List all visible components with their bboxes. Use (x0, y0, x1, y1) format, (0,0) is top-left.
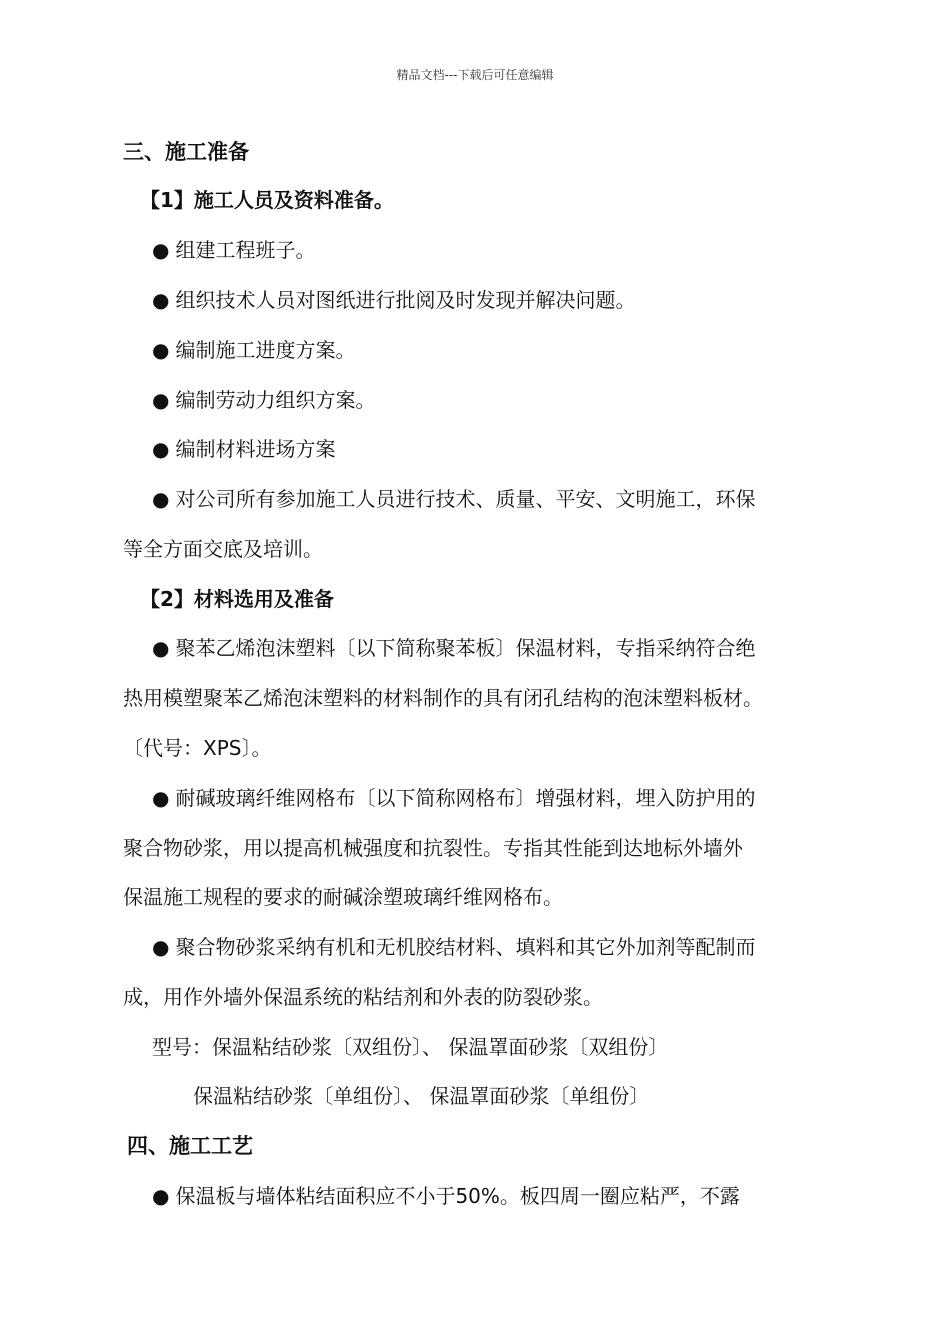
bullet-icon: ● (152, 1184, 170, 1208)
list-item (152, 387, 375, 413)
paragraph-text: 耐碱玻璃纤维网格布〔以下简称网格布〕增强材料，埋入防护用的 (175, 786, 756, 810)
bullet-icon: ● (152, 338, 170, 362)
list-item-continuation: 等全方面交底及培训。 (123, 537, 323, 561)
paragraph-line: 热用模塑聚苯乙烯泡沫塑料的材料制作的具有闭孔结构的泡沫塑料板材。 (123, 686, 763, 710)
list-item-text: 组建工程班子。 (175, 238, 316, 262)
bullet-icon: ● (152, 388, 170, 412)
list-item-text: 编制施工进度方案。 (175, 338, 356, 362)
paragraph-line (152, 785, 755, 811)
paragraph-text: 保温板与墙体粘结面积应不小于50%。板四周一圈应粘严，不露 (175, 1184, 740, 1208)
list-item-text: 对公司所有参加施工人员进行技术、质量、平安、文明施工，环保 (175, 487, 756, 511)
list-item (152, 287, 635, 313)
header-note: 精品文档---下载后可任意编辑 (396, 68, 554, 82)
list-item (152, 436, 335, 462)
paragraph-line: 〔代号：XPS〕。 (123, 736, 272, 760)
paragraph-line: 聚合物砂浆，用以提高机械强度和抗裂性。专指其性能到达地标外墙外 (123, 836, 743, 860)
paragraph-text: 聚苯乙烯泡沫塑料〔以下简称聚苯板〕保温材料，专指采纳符合绝 (175, 636, 756, 660)
paragraph-text: 聚合物砂浆采纳有机和无机胶结材料、填料和其它外加剂等配制而 (175, 935, 756, 959)
bullet-icon: ● (152, 636, 170, 660)
paragraph-line (152, 934, 755, 960)
list-item (152, 237, 315, 263)
section-3-subheading-1: 【1】施工人员及资料准备。 (140, 188, 394, 212)
bullet-icon: ● (152, 786, 170, 810)
bullet-icon: ● (152, 238, 170, 262)
list-item (152, 337, 355, 363)
paragraph-line: 保温施工规程的要求的耐碱涂塑玻璃纤维网格布。 (123, 885, 563, 909)
bullet-icon: ● (152, 487, 170, 511)
bullet-icon: ● (152, 288, 170, 312)
section-3-subheading-2: 【2】材料选用及准备 (140, 587, 334, 611)
bullet-icon: ● (152, 437, 170, 461)
paragraph-line (152, 635, 755, 661)
paragraph-line: 成，用作外墙外保温系统的粘结剂和外表的防裂砂浆。 (123, 985, 603, 1009)
list-item-text: 编制材料进场方案 (175, 437, 336, 461)
list-item-text: 编制劳动力组织方案。 (175, 388, 376, 412)
list-item (152, 486, 755, 512)
model-line: 保温粘结砂浆〔单组份〕、 保温罩面砂浆〔单组份〕 (193, 1084, 650, 1108)
section-4-title: 四、施工工艺 (127, 1134, 253, 1158)
bullet-icon: ● (152, 935, 170, 959)
list-item-text: 组织技术人员对图纸进行批阅及时发现并解决问题。 (175, 288, 636, 312)
paragraph-line (152, 1183, 740, 1209)
model-line: 型号：保温粘结砂浆〔双组份〕、 保温罩面砂浆〔双组份〕 (152, 1035, 669, 1059)
section-3-title: 三、施工准备 (123, 140, 249, 164)
